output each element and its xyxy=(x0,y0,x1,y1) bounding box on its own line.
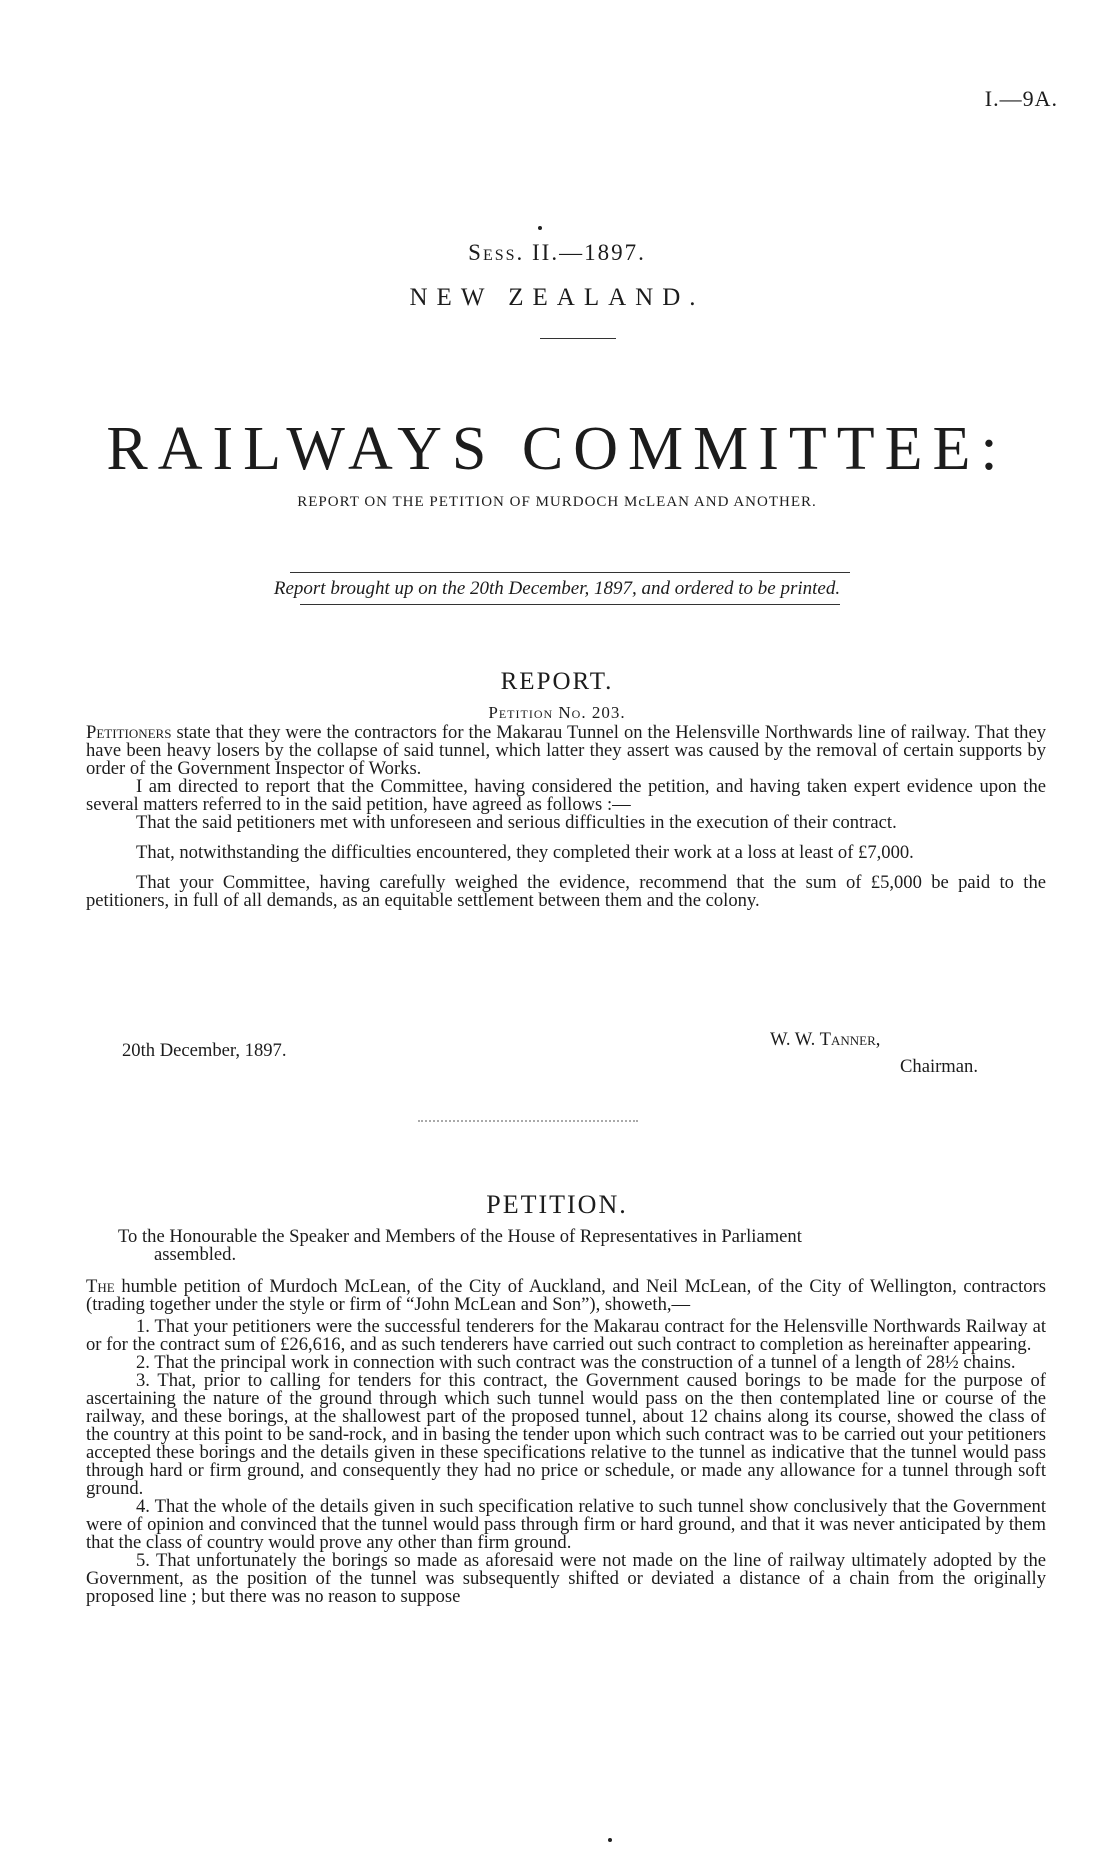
petition-paragraph-4: 4. That the whole of the details given in such specification relative to such tunnel show conclusively that the Government were of opinion and convinced that the tunnel would pass through firm or hard ground, and that it was never anticipated by them that the class of country would prove any other than firm ground. xyxy=(86,1496,1046,1553)
report-paragraph-2: I am directed to report that the Committee, having considered the petition, and having taken expert evidence upon the several matters referred to in the said petition, have agreed as follows :— xyxy=(86,776,1046,815)
petition-number: Petition No. 203. xyxy=(488,703,626,722)
report-paragraph-1 xyxy=(86,724,1046,778)
paper-reference: I.—9A. xyxy=(984,86,1058,111)
petition-body xyxy=(86,1278,1046,1606)
report-paragraph-5: That your Committee, having carefully weighed the evidence, recommend that the sum of £5,000 be paid to the petitioners, in full of all demands, as an equitable settlement between them and the colony. xyxy=(86,872,1046,911)
report-paragraph-4: That, notwithstanding the difficulties encountered, they completed their work at a loss at least of £7,000. xyxy=(136,842,914,863)
brought-up-rule-top xyxy=(290,572,850,573)
signatory-name: W. W. Tanner, xyxy=(770,1029,881,1050)
petition-paragraph-2: 2. That the principal work in connection with such contract was the construction of a tunnel of a length of 28½ chains. xyxy=(136,1352,1016,1373)
report-heading: REPORT. xyxy=(500,668,614,695)
document-subtitle: REPORT ON THE PETITION OF MURDOCH McLEAN AND ANOTHER. xyxy=(297,494,817,510)
brought-up-line: Report brought up on the 20th December, 1897, and ordered to be printed. xyxy=(273,578,841,599)
signatory-role: Chairman. xyxy=(900,1056,978,1077)
petition-heading: PETITION. xyxy=(486,1190,628,1219)
petition-intro-text: humble petition of Murdoch McLean, of the City of Auckland, and Neil McLean, of the City of Wellington, contractors (trading together under the style or firm of “John McLean and Son”), showeth,— xyxy=(86,1276,1046,1315)
document-title: RAILWAYS COMMITTEE: xyxy=(106,415,1008,483)
petition-paragraph-5: 5. That unfortunately the borings so made as aforesaid were not made on the line of railway ultimately adopted by the Government, as the position of the tunnel was subsequently shifted or deviated a distance of a chain from the originally proposed line ; but there was no reason to suppose xyxy=(86,1550,1046,1607)
petition-paragraph-3: 3. That, prior to calling for tenders for this contract, the Government caused borings to be made for the purpose of ascertaining the nature of the ground through which such tunnel would pass on the then contemplated line or course of the railway, and these borings, at the shallowest part of the proposed tunnel, about 12 chains along its course, showed the class of the country at this point to be sand-rock, and in basing the tender upon which such contract was to be carried out your petitioners accepted these borings and the details given in these specifications relative to the tunnel as indicative that the tunnel would pass through hard or firm ground, and consequently they had no price or schedule, or made any allowance for a tunnel through soft ground. xyxy=(86,1370,1046,1499)
print-dot-top xyxy=(538,226,542,230)
petition-address xyxy=(118,1228,1038,1264)
signature-block xyxy=(770,1026,978,1080)
print-dot-bottom xyxy=(608,1838,612,1842)
report-p1-text: state that they were the contractors for the Makarau Tunnel on the Helensville Northwards line of railway. That they have been heavy losers by the collapse of said tunnel, which latter they assert was caused by the removal of certain supports by order of the Government Inspector of Works. xyxy=(86,722,1046,779)
petition-intro-lead: The xyxy=(86,1276,115,1297)
petition-address-line-2: assembled. xyxy=(154,1244,237,1265)
country-line: NEW ZEALAND. xyxy=(409,284,705,311)
brought-up-rule-bottom xyxy=(300,604,840,605)
report-date: 20th December, 1897. xyxy=(122,1040,287,1061)
section-divider xyxy=(418,1120,638,1122)
report-paragraph-3: That the said petitioners met with unforeseen and serious difficulties in the execution of their contract. xyxy=(136,812,897,833)
header-rule xyxy=(540,338,616,339)
report-p1-lead: Petitioners xyxy=(86,722,172,743)
report-body xyxy=(86,724,1046,910)
petition-intro xyxy=(86,1278,1046,1314)
petition-address-line-1: To the Honourable the Speaker and Members of the House of Representatives in Parliament xyxy=(118,1226,802,1247)
session-line: Sess. II.—1897. xyxy=(468,240,646,265)
petition-paragraph-1: 1. That your petitioners were the successful tenderers for the Makarau contract for the Helensville Northwards Railway at or for the contract sum of £26,616, and as such tenderers have carried out such contract to completion as hereinafter appearing. xyxy=(86,1316,1046,1355)
